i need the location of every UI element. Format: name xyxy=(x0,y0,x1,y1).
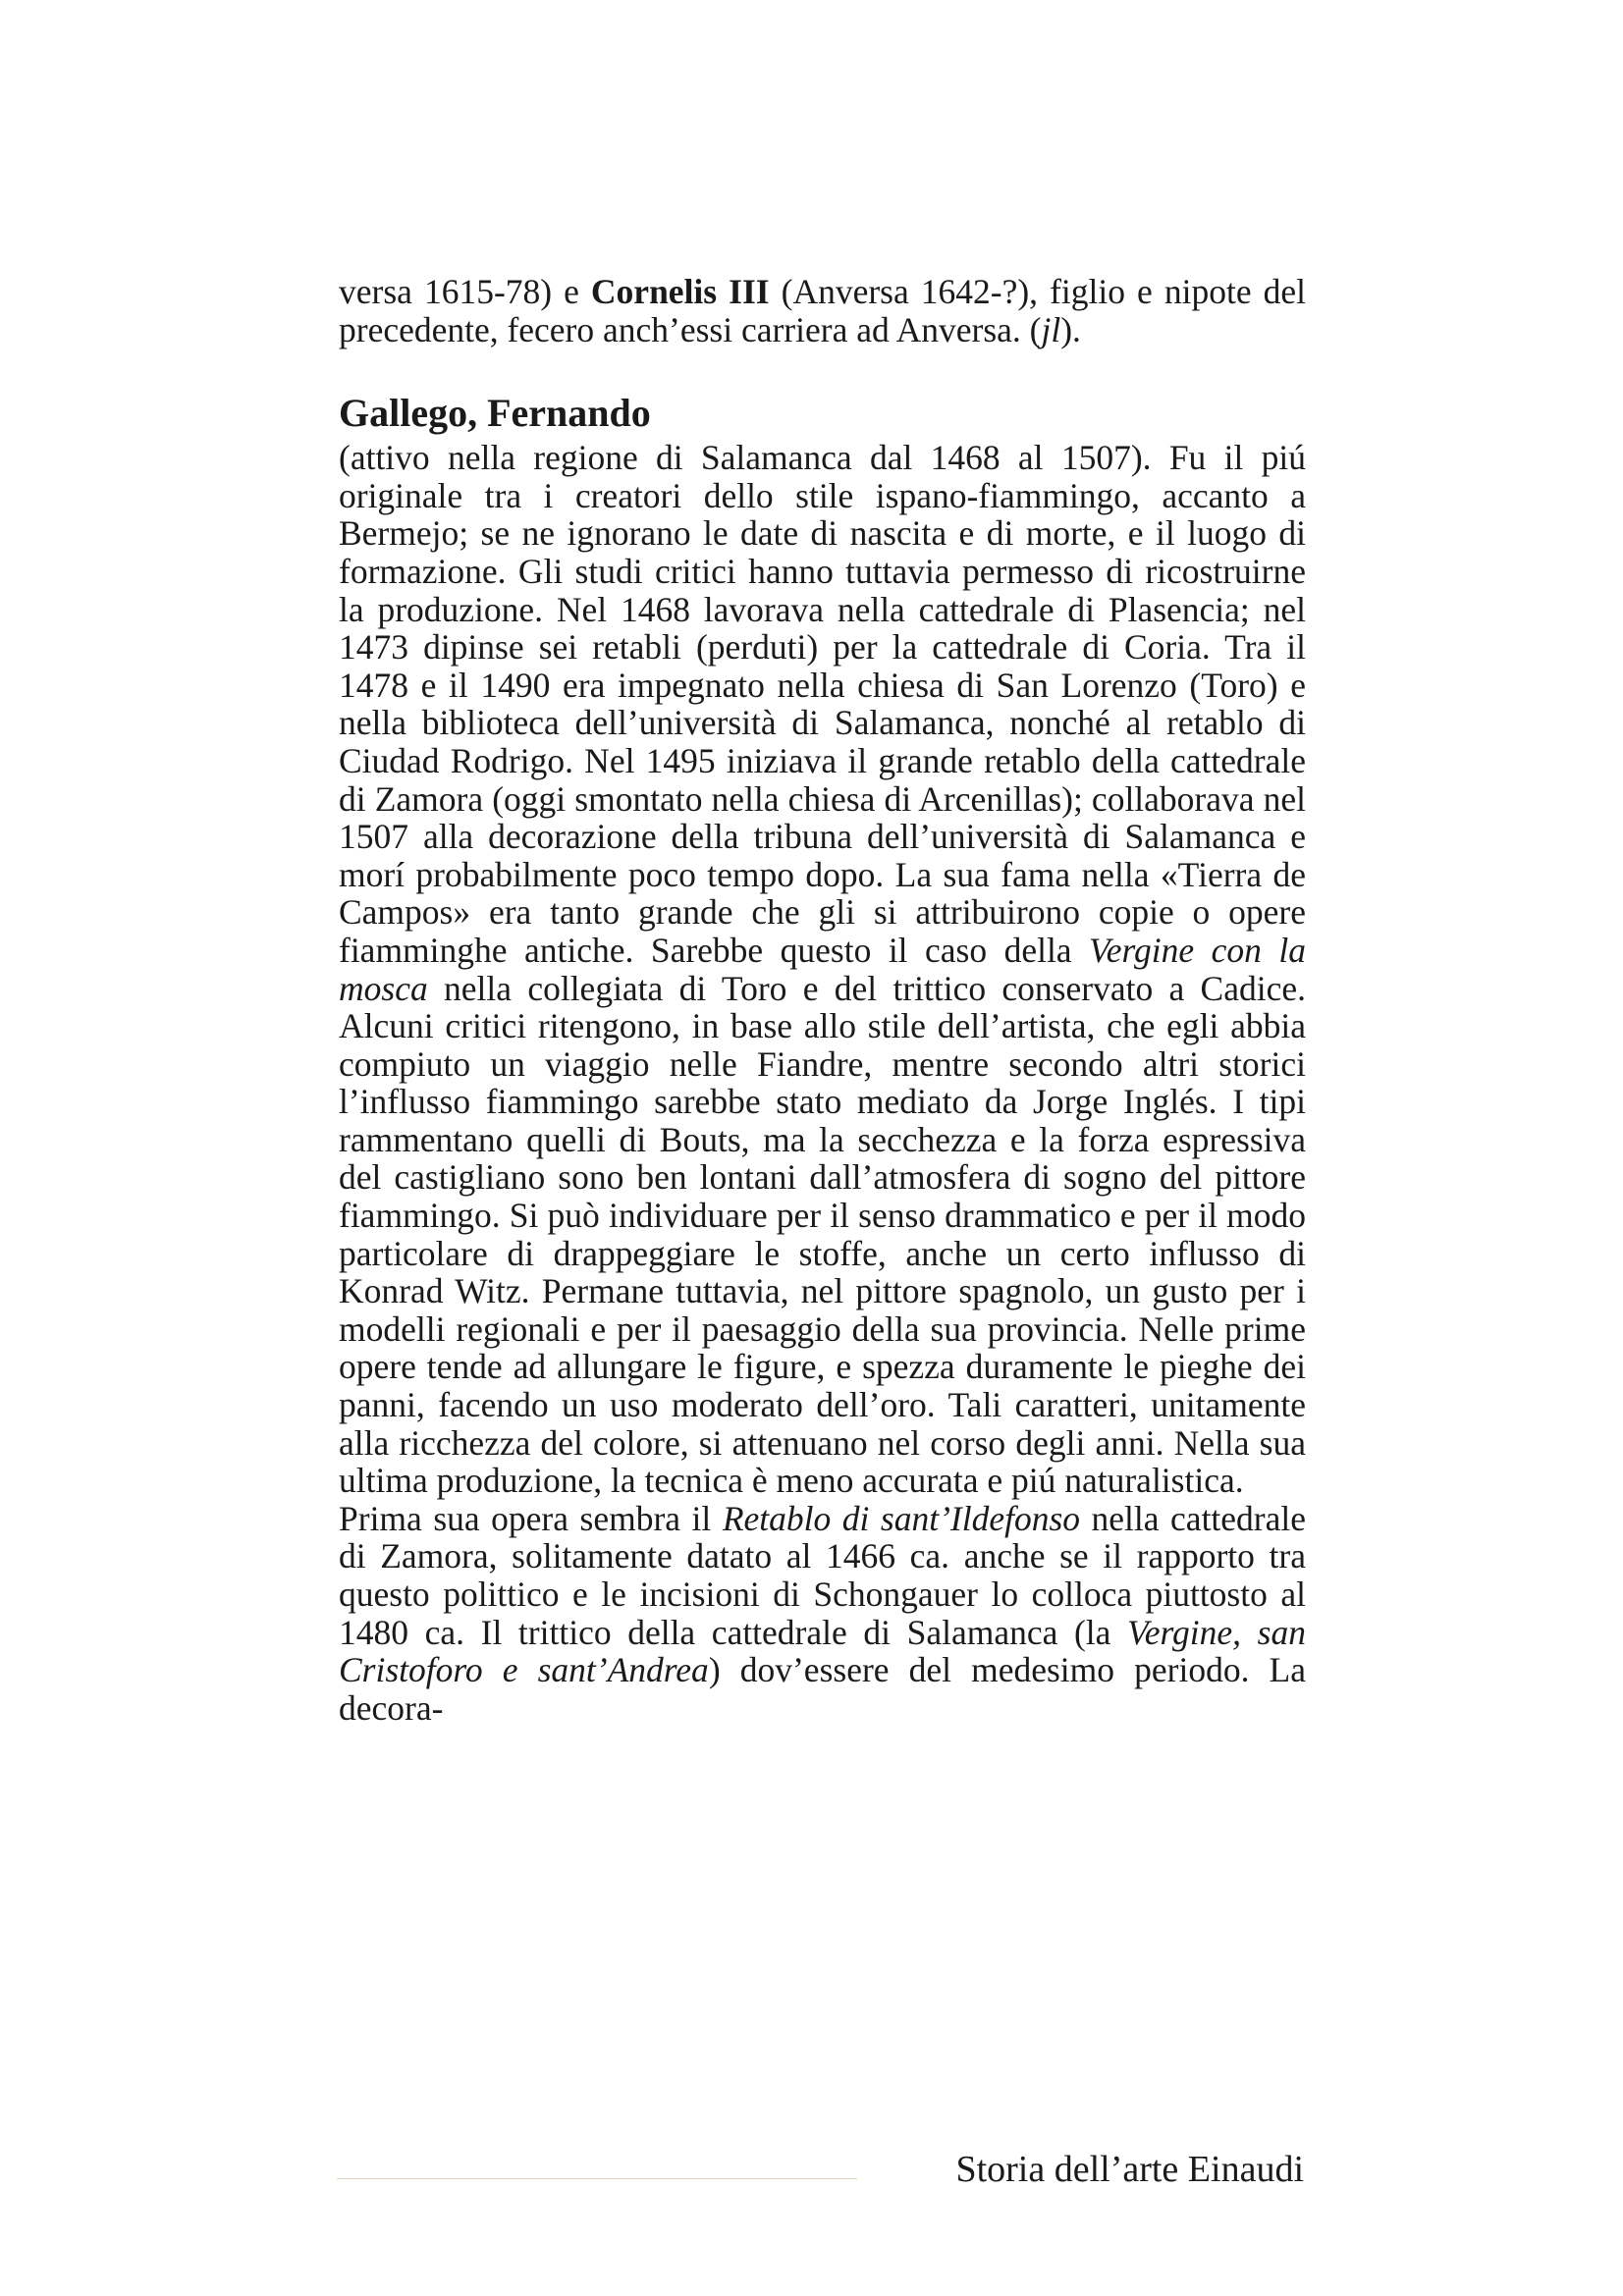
footer-title: Storia dell’arte Einaudi xyxy=(955,2149,1304,2190)
intro-paragraph xyxy=(339,273,1306,348)
p2-work-title-1: Retablo di sant’Ildefonso xyxy=(722,1498,1081,1538)
p1-text-1: (attivo nella regione di Salamanca dal 1468 al 1507). Fu il piú originale tra i creatori dello stile ispano-fiammingo, accanto a Bermejo; se ne ignorano le date di nascita e di morte, e il luogo di formazione. Gli studi critici hanno tuttavia permesso di ricostruirne la produzione. Nel 1468 lavorava nella cattedrale di Plasencia; nel 1473 dipinse sei retabli (perduti) per la cattedrale di Coria. Tra il 1478 e il 1490 era impegnato nella chiesa di San Lorenzo (Toro) e nella biblioteca dell’università di Salamanca, nonché al retablo di Ciudad Rodrigo. Nel 1495 iniziava il grande retablo della cattedrale di Zamora (oggi smontato nella chiesa di Arcenillas); collaborava nel 1507 alla decorazione della tribuna dell’università di Salamanca e morí probabilmente poco tempo dopo. La sua fama nella «Tierra de Campos» era tanto grande che gli si attribuirono copie o opere fiamminghe antiche. Sarebbe questo il caso della xyxy=(339,438,1306,970)
author-initials: jl xyxy=(1041,309,1061,349)
p2-text-1: Prima sua opera sembra il xyxy=(339,1498,723,1538)
p1-work-title: Vergine con la mosca xyxy=(339,930,1306,1008)
entry-heading: Gallego, Fernando xyxy=(339,391,651,436)
p1-text-2: nella collegiata di Toro e del trittico conservato a Cadice. Alcuni critici ritengono, in base allo stile dell’artista, che egli abbia compiuto un viaggio nelle Fiandre, mentre secondo altri storici l’influsso fiammingo sarebbe stato mediato da Jorge Inglés. I tipi rammentano quelli di Bouts, ma la secchezza e la forza espressiva del castigliano sono ben lontani dall’atmosfera di sogno del pittore fiammingo. Si può individuare per il senso drammatico e per il modo particolare di drappeggiare le stoffe, anche un certo influsso di Konrad Witz. Permane tuttavia, nel pittore spagnolo, un gusto per i modelli regionali e per il paesaggio della sua provincia. Nelle prime opere tende ad allungare le figure, e spezza duramente le pieghe dei panni, facendo un uso moderato dell’oro. Tali caratteri, unitamente alla ricchezza del colore, si attenuano nel corso degli anni. Nella sua ultima produzione, la tecnica è meno accurata e piú naturalistica. xyxy=(339,968,1306,1501)
intro-text-3: ). xyxy=(1060,309,1081,349)
intro-name-bold: Cornelis III xyxy=(590,272,770,311)
page-body xyxy=(339,273,1306,1727)
intro-text-2: (Anversa 1642-?), figlio e nipote del precedente, fecero anch’essi carriera ad Anversa. ( xyxy=(339,272,1306,349)
entry-paragraph-1 xyxy=(339,439,1306,1500)
p2-text-2: nella cattedrale di Zamora, solitamente datato al 1466 ca. anche se il rapporto tra questo polittico e le incisioni di Schongauer lo colloca piuttosto al 1480 ca. Il trittico della cattedrale di Salamanca (la xyxy=(339,1498,1306,1652)
intro-text-1: versa 1615-78) e xyxy=(339,272,591,311)
page-footer xyxy=(337,2145,1304,2204)
p2-work-title-2: Vergine, san Cristoforo e sant’Andrea xyxy=(339,1612,1306,1690)
footer-rule xyxy=(337,2178,857,2179)
p2-text-3: ) dov’essere del medesimo periodo. La decora- xyxy=(339,1650,1306,1728)
entry-paragraph-2 xyxy=(339,1500,1306,1728)
